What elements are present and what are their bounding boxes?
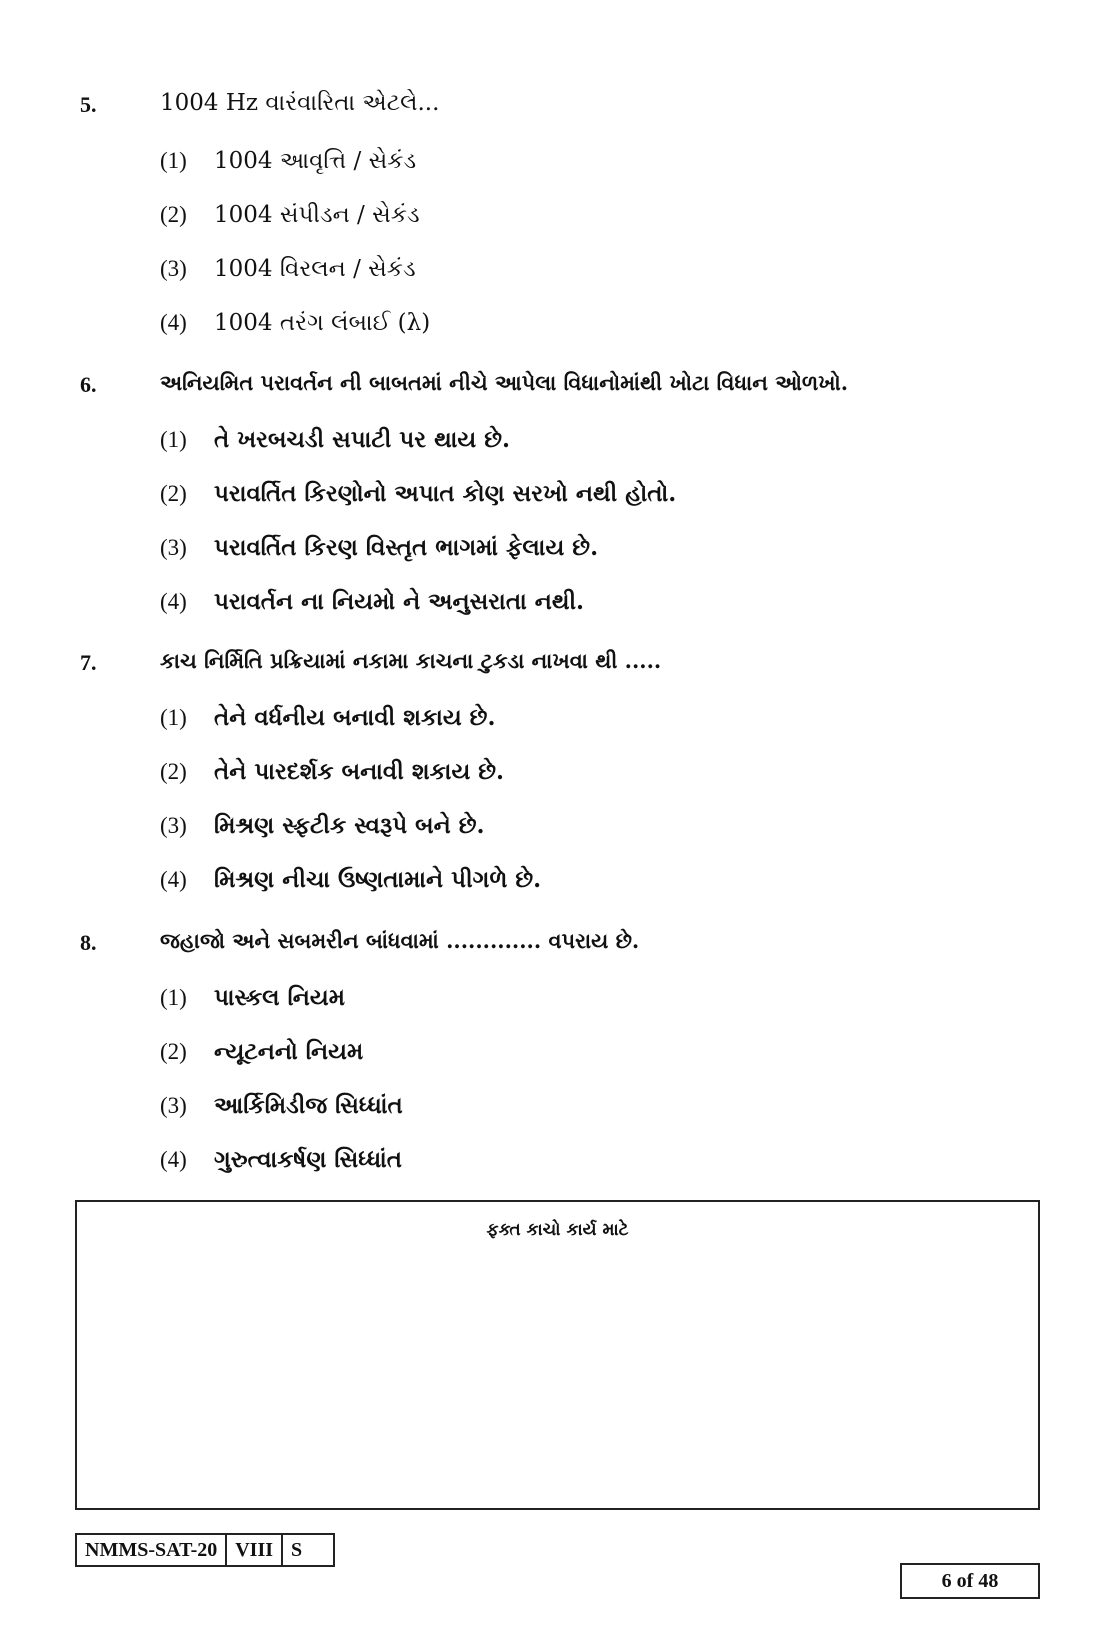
option-number: (2): [160, 1039, 187, 1064]
question-text: અનિયમિત પરાવર્તન ની બાબતમાં નીચે આપેલા વિધાનોમાંથી ખોટા વિધાન ઓળખો.: [160, 370, 849, 395]
option-number: (1): [160, 705, 187, 730]
option-number: (3): [160, 813, 187, 838]
option-3: [160, 812, 485, 839]
option-text: પરાવર્તિત કિરણ વિસ્તૃત ભાગમાં ફેલાય છે.: [214, 534, 599, 561]
option-number: (2): [160, 202, 187, 227]
question-text: કાચ નિર્મિતિ પ્રક્રિયામાં નકામા કાચના ટુકડા નાખવા થી .....: [160, 648, 662, 673]
option-text: 1004 તરંગ લંબાઈ (λ): [214, 310, 431, 336]
option-1: [160, 704, 495, 731]
option-text: પરાવર્તન ના નિયમો ને અનુસરાતા નથી.: [214, 588, 585, 615]
question-number: 8.: [80, 930, 97, 955]
option-1: [160, 984, 345, 1011]
option-2: [160, 758, 504, 785]
paper-code-box: [75, 1533, 335, 1567]
rough-work-title: ફક્ત કાચો કાર્ય માટે: [486, 1220, 629, 1240]
option-4: [160, 866, 541, 893]
option-text: 1004 આવૃત્તિ / સેકંડ: [214, 148, 417, 174]
option-text: મિશ્રણ સ્ફટીક સ્વરૂપે બને છે.: [214, 812, 485, 839]
option-number: (1): [160, 148, 187, 173]
option-text: તેને પારદર્શક બનાવી શકાય છે.: [214, 758, 505, 785]
question-number: 7.: [80, 650, 97, 675]
option-number: (2): [160, 759, 187, 784]
option-number: (1): [160, 427, 187, 452]
option-number: (3): [160, 256, 187, 281]
option-number: (3): [160, 535, 187, 560]
question-text: જહાજો અને સબમરીન બાંધવામાં ............. વપરાય છે.: [160, 928, 640, 953]
question-number: 6.: [80, 372, 97, 397]
option-3: [160, 256, 416, 282]
option-text: 1004 વિરલન / સેકંડ: [214, 256, 416, 282]
option-number: (4): [160, 310, 187, 335]
option-number: (4): [160, 867, 187, 892]
option-text: મિશ્રણ નીચા ઉષ્ણતામાને પીગળે છે.: [214, 866, 542, 893]
option-3: [160, 1092, 403, 1119]
option-text: પાસ્કલ નિયમ: [214, 984, 345, 1011]
option-4: [160, 310, 430, 336]
option-text: ન્યૂટનનો નિયમ: [214, 1038, 364, 1065]
page-number: 6 of 48: [900, 1563, 1040, 1599]
option-text: આર્કિમિડીજ સિધ્ધાંત: [214, 1092, 403, 1119]
option-number: (3): [160, 1093, 187, 1118]
paper-code: NMMS-SAT-20: [77, 1535, 227, 1565]
question-number: 5.: [80, 92, 97, 117]
option-4: [160, 588, 584, 615]
question-text: 1004 Hz વારંવારિતા એટલે...: [160, 90, 440, 116]
class-label: VIII: [227, 1535, 283, 1565]
option-number: (1): [160, 985, 187, 1010]
option-number: (4): [160, 1147, 187, 1172]
set-label: S: [291, 1538, 303, 1561]
option-text: તે ખરબચડી સપાટી પર થાય છે.: [214, 426, 511, 453]
option-1: [160, 426, 510, 453]
option-2: [160, 1038, 363, 1065]
option-4: [160, 1146, 402, 1173]
option-1: [160, 148, 416, 174]
option-3: [160, 534, 598, 561]
option-text: પરાવર્તિત કિરણોનો અપાત કોણ સરખો નથી હોતો.: [214, 480, 677, 507]
option-2: [160, 480, 676, 507]
option-number: (2): [160, 481, 187, 506]
option-text: 1004 સંપીડન / સેકંડ: [214, 202, 420, 228]
option-text: તેને વર્ધનીય બનાવી શકાય છે.: [214, 704, 496, 731]
rough-work-box: [75, 1200, 1040, 1510]
option-number: (4): [160, 589, 187, 614]
option-2: [160, 202, 420, 228]
option-text: ગુરુત્વાકર્ષણ સિધ્ધાંત: [214, 1146, 403, 1173]
